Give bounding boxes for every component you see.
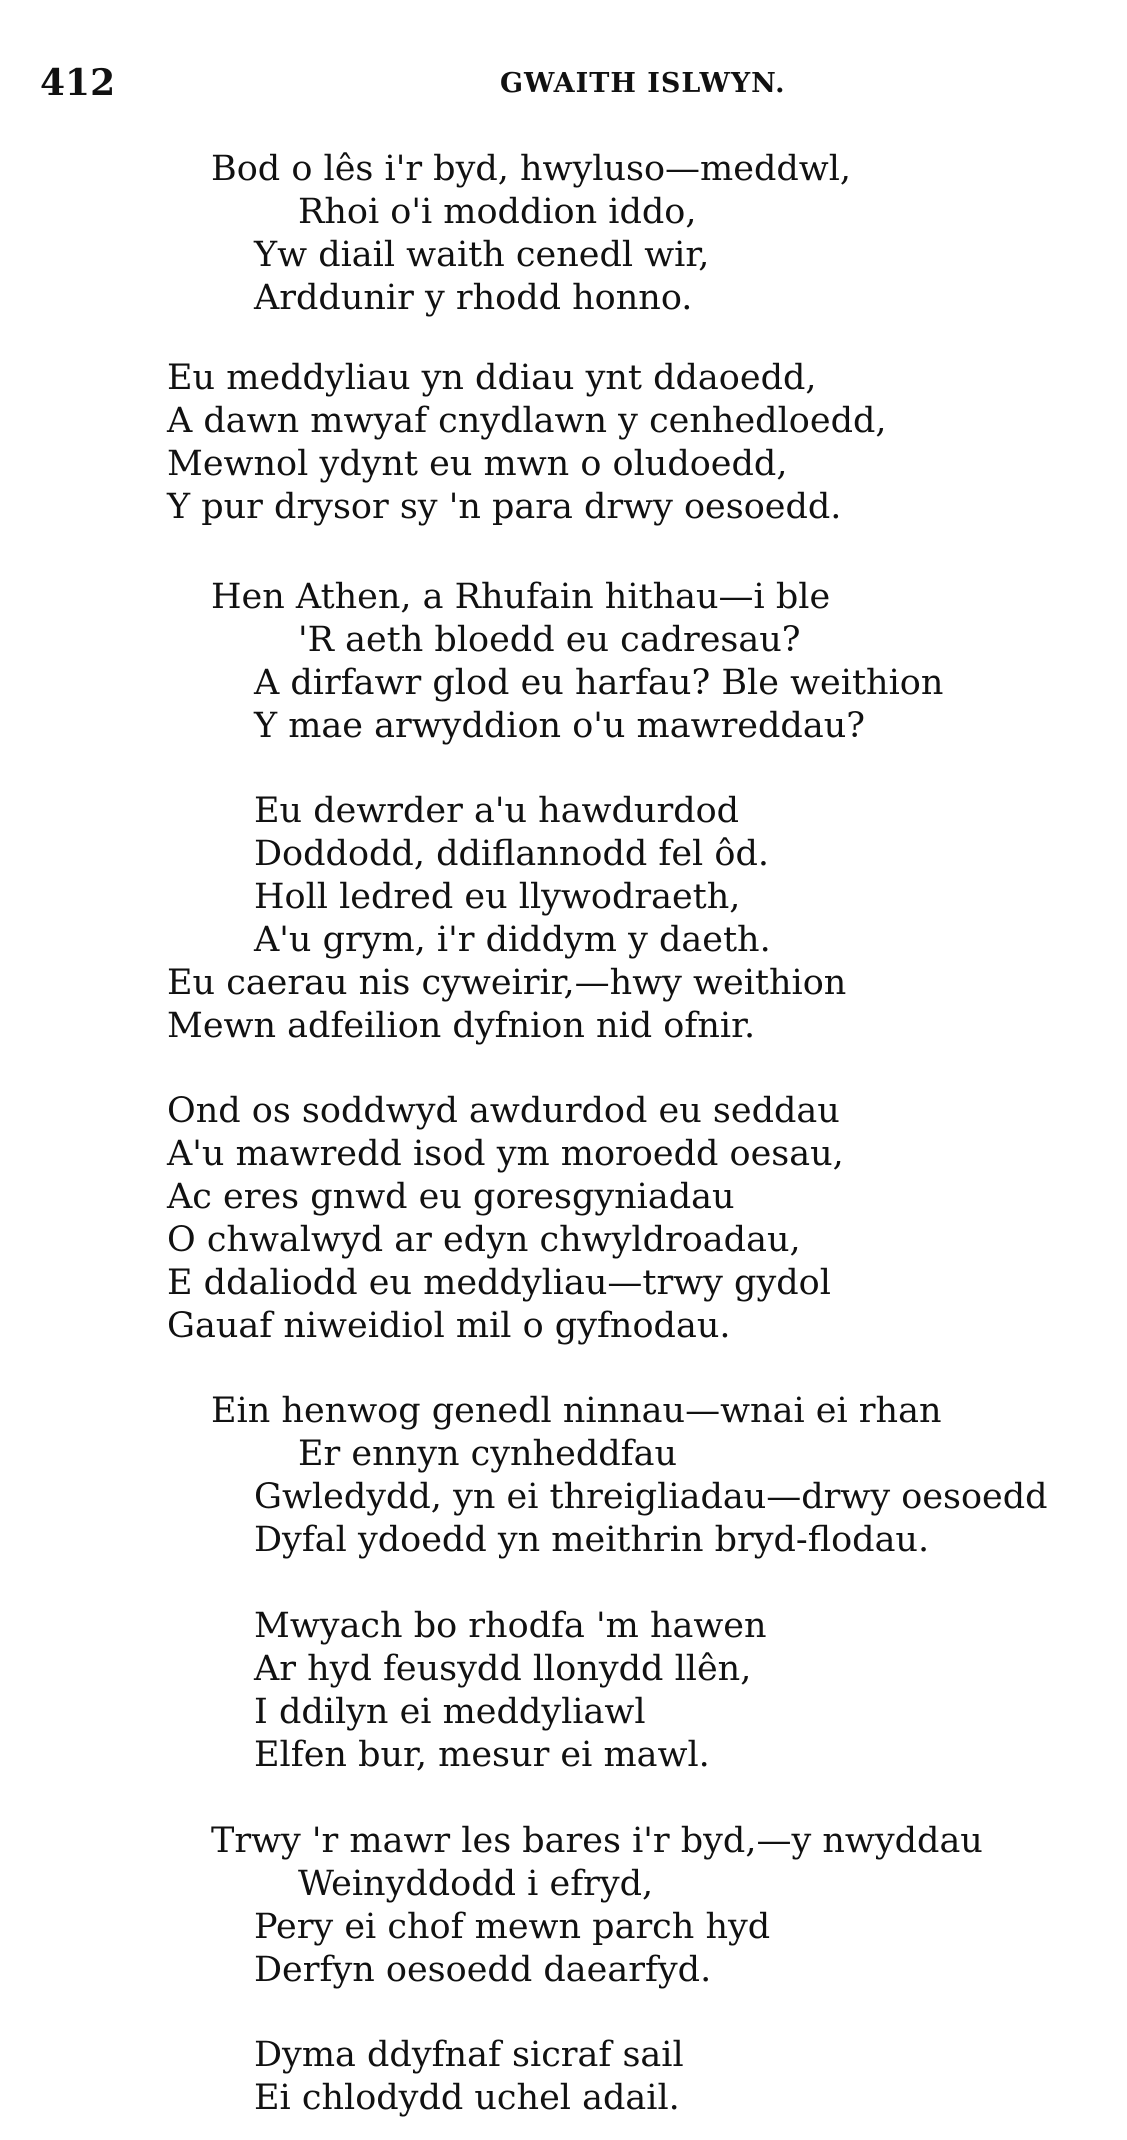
- verse-line: Pery ei chof mewn parch hyd: [254, 1907, 771, 1947]
- verse-line: Ond os soddwyd awdurdod eu seddau: [167, 1091, 840, 1131]
- verse-line: Ei chlodydd uchel adail.: [254, 2078, 680, 2118]
- verse-line: Derfyn oesoedd daearfyd.: [254, 1950, 712, 1990]
- verse-line: Arddunir y rhodd honno.: [254, 278, 693, 318]
- verse-line: Mewnol ydynt eu mwn o oludoedd,: [167, 444, 788, 484]
- verse-line: 'R aeth bloedd eu cadresau?: [298, 620, 801, 660]
- verse-line: Gwledydd, yn ei threigliadau—drwy oesoedd: [254, 1477, 1048, 1517]
- verse-line: Weinyddodd i efryd,: [298, 1864, 654, 1904]
- verse-line: Trwy 'r mawr les bares i'r byd,—y nwyddau: [211, 1821, 983, 1861]
- verse-line: O chwalwyd ar edyn chwyldroadau,: [167, 1220, 801, 1260]
- verse-line: Holl ledred eu llywodraeth,: [254, 877, 741, 917]
- verse-line: Eu meddyliau yn ddiau ynt ddaoedd,: [167, 358, 817, 398]
- verse-line: A dirfawr glod eu harfau? Ble weithion: [254, 663, 944, 703]
- verse-line: Ein henwog genedl ninnau—wnai ei rhan: [211, 1391, 942, 1431]
- verse-line: Rhoi o'i moddion iddo,: [298, 192, 697, 232]
- verse-line: Eu dewrder a'u hawdurdod: [254, 791, 740, 831]
- verse-line: A'u grym, i'r diddym y daeth.: [254, 920, 771, 960]
- verse-line: Mwyach bo rhodfa 'm hawen: [254, 1606, 767, 1646]
- verse-line: Bod o lês i'r byd, hwyluso—meddwl,: [211, 149, 852, 189]
- verse-line: Doddodd, ddiflannodd fel ôd.: [254, 834, 769, 874]
- page-number: 412: [40, 62, 116, 104]
- verse-line: Dyma ddyfnaf sicraf sail: [254, 2035, 684, 2075]
- running-title: GWAITH ISLWYN.: [500, 68, 786, 99]
- verse-line: A'u mawredd isod ym moroedd oesau,: [167, 1134, 844, 1174]
- verse-line: Gauaf niweidiol mil o gyfnodau.: [167, 1306, 731, 1346]
- verse-line: Ar hyd feusydd llonydd llên,: [254, 1649, 752, 1689]
- verse-line: Elfen bur, mesur ei mawl.: [254, 1735, 710, 1775]
- verse-line: Er ennyn cynheddfau: [298, 1434, 677, 1474]
- verse-line: A dawn mwyaf cnydlawn y cenhedloedd,: [167, 401, 887, 441]
- verse-line: Mewn adfeilion dyfnion nid ofnir.: [167, 1006, 756, 1046]
- verse-line: Y pur drysor sy 'n para drwy oesoedd.: [167, 487, 842, 527]
- verse-line: Y mae arwyddion o'u mawreddau?: [254, 706, 865, 746]
- verse-line: Yw diail waith cenedl wir,: [254, 235, 710, 275]
- verse-line: Eu caerau nis cyweirir,—hwy weithion: [167, 963, 847, 1003]
- verse-line: Hen Athen, a Rhufain hithau—i ble: [211, 577, 831, 617]
- verse-line: Dyfal ydoedd yn meithrin bryd-flodau.: [254, 1520, 930, 1560]
- verse-line: Ac eres gnwd eu goresgyniadau: [167, 1177, 735, 1217]
- verse-line: E ddaliodd eu meddyliau—trwy gydol: [167, 1263, 831, 1303]
- verse-line: I ddilyn ei meddyliawl: [254, 1692, 646, 1732]
